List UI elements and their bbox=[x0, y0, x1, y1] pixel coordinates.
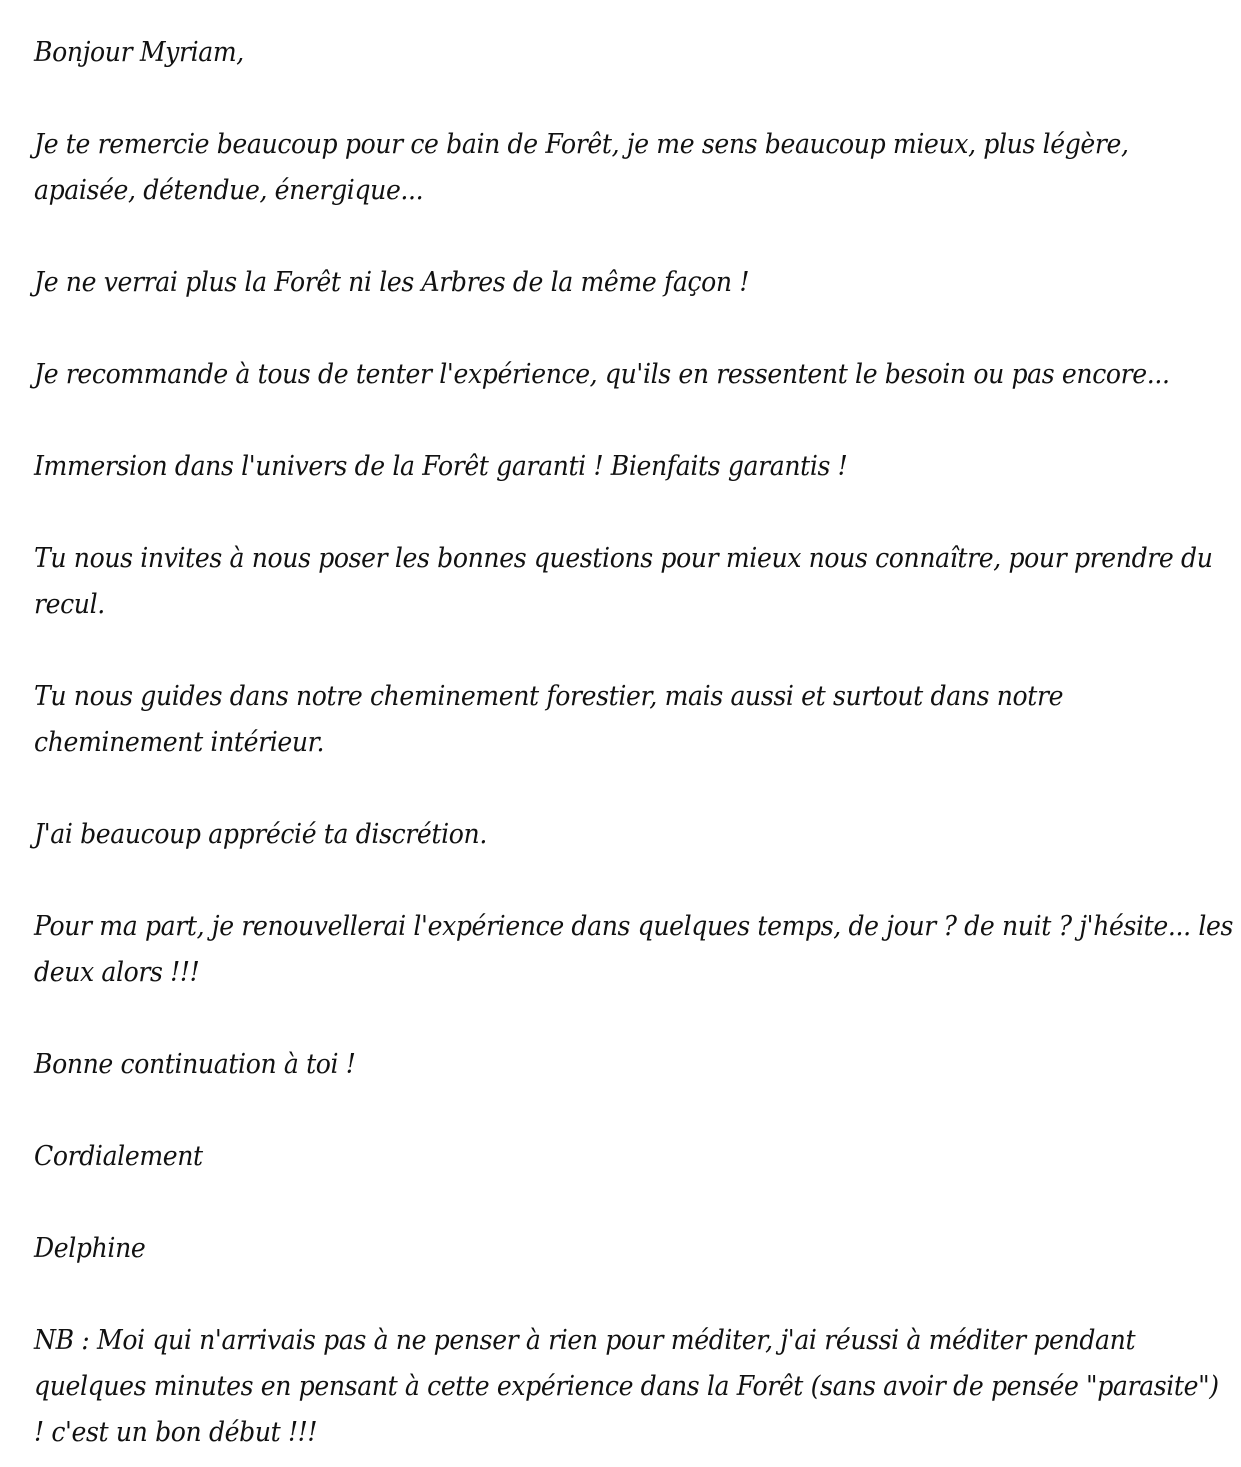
paragraph-renew: Pour ma part, je renouvellerai l'expérience dans quelques temps, de jour ? de nuit ? j'hésite... les deux alors !!! bbox=[34, 911, 1233, 988]
signature: Delphine bbox=[34, 1233, 146, 1264]
paragraph-discretion: J'ai beaucoup apprécié ta discrétion. bbox=[34, 819, 487, 850]
paragraph-trees: Je ne verrai plus la Forêt ni les Arbres de la même façon ! bbox=[34, 267, 750, 298]
greeting: Bonjour Myriam, bbox=[34, 37, 244, 68]
closing: Cordialement bbox=[34, 1141, 203, 1172]
paragraph-recommend: Je recommande à tous de tenter l'expérience, qu'ils en ressentent le besoin ou pas encore... bbox=[34, 359, 1170, 390]
paragraph-guidance: Tu nous guides dans notre cheminement forestier, mais aussi et surtout dans notre cheminement intérieur. bbox=[34, 681, 1064, 758]
letter-body bbox=[34, 30, 1234, 1456]
paragraph-farewell: Bonne continuation à toi ! bbox=[34, 1049, 356, 1080]
paragraph-immersion: Immersion dans l'univers de la Forêt garanti ! Bienfaits garantis ! bbox=[34, 451, 848, 482]
paragraph-questions: Tu nous invites à nous poser les bonnes questions pour mieux nous connaître, pour prendre du recul. bbox=[34, 543, 1213, 620]
postscript: NB : Moi qui n'arrivais pas à ne penser à rien pour méditer, j'ai réussi à méditer pendant quelques minutes en pensant à cette expérience dans la Forêt (sans avoir de pensée "parasite") ! c'est un bon début !!! bbox=[34, 1325, 1219, 1448]
paragraph-thanks: Je te remercie beaucoup pour ce bain de Forêt, je me sens beaucoup mieux, plus légère, apaisée, détendue, énergique... bbox=[34, 129, 1129, 206]
